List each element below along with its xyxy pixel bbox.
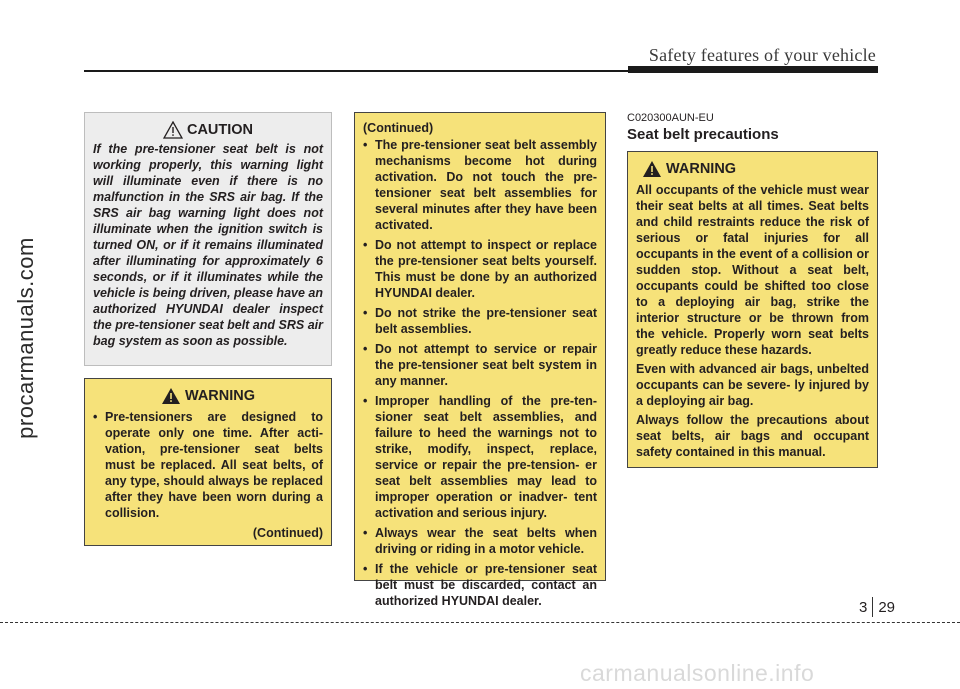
page-number <box>859 597 895 617</box>
continued-bullet: • Do not attempt to inspect or replace the pre-tensioner seat belts yourself. This must be done by an authorized HYUNDAI dealer. <box>363 237 597 301</box>
warning-right-box <box>627 151 878 468</box>
warning-left-heading <box>93 387 323 405</box>
continued-heading: (Continued) <box>363 121 434 135</box>
warning-right-heading-label: WARNING <box>666 161 737 177</box>
footer-divider <box>0 622 960 623</box>
warning-right-paragraph: Even with advanced air bags, unbelted occupants can be severe- ly injured by a deploying air bag. <box>636 362 869 408</box>
warning-triangle-icon <box>642 160 662 178</box>
continued-bullet: • Always wear the seat belts when driving or riding in a motor vehicle. <box>363 525 597 557</box>
warning-left-heading-label: WARNING <box>184 388 256 404</box>
section-title: Seat belt precautions <box>627 126 779 143</box>
header-tab <box>628 66 878 73</box>
warning-left-bullet: • Pre-tensioners are designed to operate only one time. After acti- vation, pre-tensioner seat belts must be replaced. All seat belts, of any type, should always be replaced after they have been worn during a collision. <box>93 409 323 521</box>
page-number-value: 29 <box>878 598 896 616</box>
warning-triangle-icon <box>161 387 181 405</box>
caution-heading <box>93 121 323 139</box>
header-title: Safety features of your vehicle <box>648 45 876 65</box>
continued-bullet: • Do not strike the pre-tensioner seat belt assemblies. <box>363 305 597 337</box>
caution-heading-label: CAUTION <box>186 122 254 138</box>
continued-bullet: • If the vehicle or pre-tensioner seat belt must be discarded, contact an authorized HYUNDAI dealer. <box>363 561 597 609</box>
caution-box <box>84 112 332 366</box>
continued-bullet: • Improper handling of the pre-ten- sioner seat belt assemblies, and failure to heed the warnings not to strike, modify, inspect, replace, service or repair the pre-tension- er seat belt assemblies may lead to improper operation or inadver- tent activation and serious injury. <box>363 393 597 521</box>
continued-bullet: • The pre-tensioner seat belt assembly mechanisms become hot during activation. Do not touch the pre-tensioner seat belt assemblies for several minutes after they have been activated. <box>363 137 597 233</box>
chapter-number: 3 <box>859 598 868 616</box>
bottom-watermark: carmanualsonline.info <box>580 660 815 686</box>
continued-warning-box <box>354 112 606 608</box>
warning-right-paragraph: Always follow the precautions about seat belts, air bags and occupant safety contained in this manual. <box>636 413 869 459</box>
continued-bullet: • Do not attempt to service or repair the pre-tensioner seat belt system in any manner. <box>363 341 597 389</box>
warning-left-box <box>84 378 332 546</box>
caution-text: If the pre-tensioner seat belt is not working properly, this warning light will illuminate even if there is no malfunction in the SRS air bag. If the SRS air bag warning light does not illuminate when the ignition switch is turned ON, or if it remains illuminated after illuminating for approximately 6 seconds, or if it illuminates while the vehicle is being driven, please have an authorized HYUNDAI dealer inspect the pre-tensioner seat belt and SRS air bag system as soon as possible. <box>93 142 323 348</box>
warning-right-paragraph: All occupants of the vehicle must wear their seat belts at all times. Seat belts and child restraints reduce the risk of serious or fatal injuries for all occupants in the event of a collision or sudden stop. Without a seat belt, occupants could be shifted too close to a deploying air bag, strike the interior structure or be thrown from the vehicle. Properly worn seat belts greatly reduce these hazards. <box>636 183 869 357</box>
warning-triangle-outline-icon <box>163 121 183 139</box>
section-code: C020300AUN-EU <box>627 112 714 124</box>
side-watermark: procarmanuals.com <box>13 237 38 439</box>
page-number-separator <box>872 597 873 617</box>
warning-left-continued: (Continued) <box>252 526 323 540</box>
warning-right-heading <box>642 160 869 178</box>
